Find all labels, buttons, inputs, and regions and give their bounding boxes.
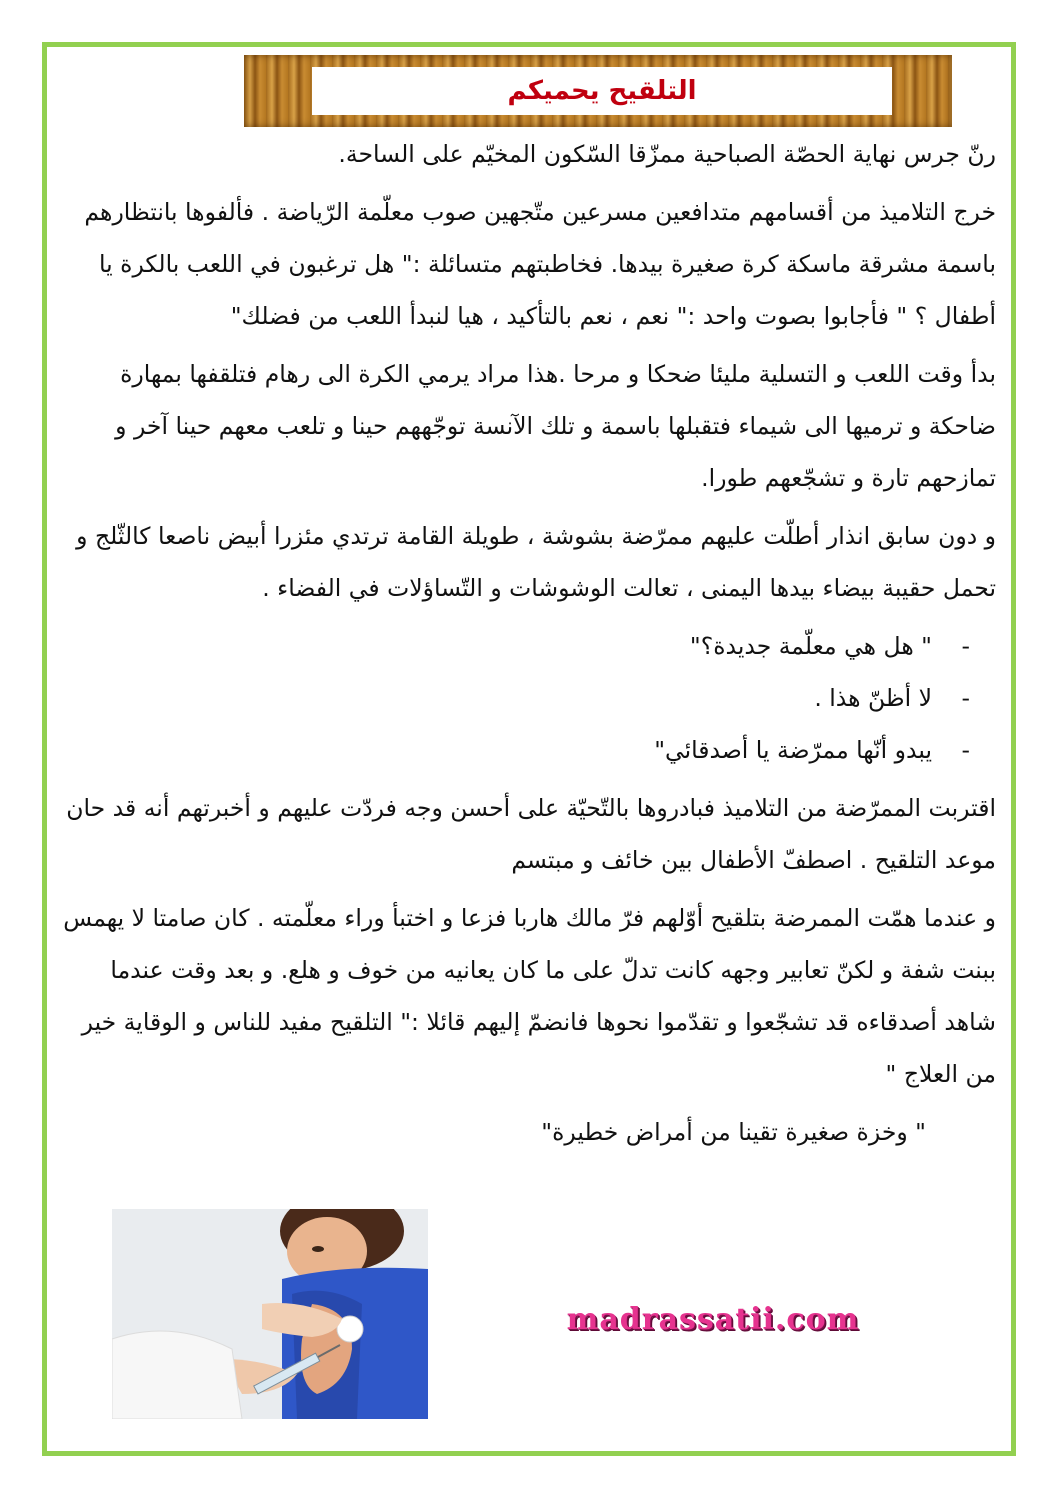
dialogue-dash: - — [961, 632, 970, 660]
dialogue-text: لا أظنّ هذا . — [814, 684, 932, 712]
paragraph: خرج التلاميذ من أقسامهم متدافعين مسرعين متّجهين صوب معلّمة الرّياضة . فألفوها بانتظارهم باسمة مشرقة ماسكة كرة صغيرة بيدها. فخاطبتهم متسائلة :" هل ترغبون في اللعب بالكرة يا أطفال ؟ " فأجابوا بصوت واحد :" نعم ، نعم بالتأكيد ، هيا لنبدأ اللعب من فضلك" — [84, 198, 996, 330]
dialogue-dash: - — [961, 736, 970, 764]
dialogue-dash: - — [961, 684, 970, 712]
dialogue-line — [62, 620, 996, 672]
paragraph: رنّ جرس نهاية الحصّة الصباحية ممزّقا السّكون المخيّم على الساحة. — [338, 140, 996, 168]
dialogue-list — [62, 620, 996, 776]
closing-quote: " وخزة صغيرة تقينا من أمراض خطيرة" — [541, 1118, 926, 1146]
dialogue-text: يبدو أنّها ممرّضة يا أصدقائي" — [654, 736, 932, 764]
paragraph: اقتربت الممرّضة من التلاميذ فبادروها بالتّحيّة على أحسن وجه فردّت عليهم و أخبرتهم أنه قد حان موعد التلقيح . اصطفّ الأطفال بين خائف و مبتسم — [66, 794, 996, 874]
vaccination-illustration — [112, 1209, 428, 1419]
story-body — [62, 128, 996, 1164]
site-watermark: madrassatii.com — [566, 1302, 860, 1337]
paragraph: بدأ وقت اللعب و التسلية مليئا ضحكا و مرحا .هذا مراد يرمي الكرة الى رهام فتلقفها بمهارة ضاحكة و ترميها الى شيماء فتقبلها باسمة و تلك الآنسة توجّههم حينا و تلعب معهم حينا آخر و تمازحهم تارة و تشجّعهم طورا. — [115, 360, 996, 492]
paragraph: و عندما همّت الممرضة بتلقيح أوّلهم فرّ مالك هاربا فزعا و اختبأ وراء معلّمته . كان صامتا لا يهمس ببنت شفة و لكنّ تعابير وجهه كانت تدلّ على ما كان يعانيه من خوف و هلع. و بعد وقت عندما شاهد أصدقاءه قد تشجّعوا و تقدّموا نحوها فانضمّ إليهم قائلا :" التلقيح مفيد للناس و الوقاية خير من العلاج " — [63, 904, 996, 1088]
dialogue-line — [62, 724, 996, 776]
page-title: التلقيح يحميكم — [507, 76, 697, 106]
paragraph: و دون سابق انذار أطلّت عليهم ممرّضة بشوشة ، طويلة القامة ترتدي مئزرا أبيض ناصعا كالثّلج و تحمل حقيبة بيضاء بيدها اليمنى ، تعالت الوشوشات و التّساؤلات في الفضاء . — [76, 522, 996, 602]
vaccination-photo — [112, 1209, 428, 1419]
title-box — [312, 67, 892, 115]
dialogue-text: " هل هي معلّمة جديدة؟" — [689, 632, 932, 660]
dialogue-line — [62, 672, 996, 724]
